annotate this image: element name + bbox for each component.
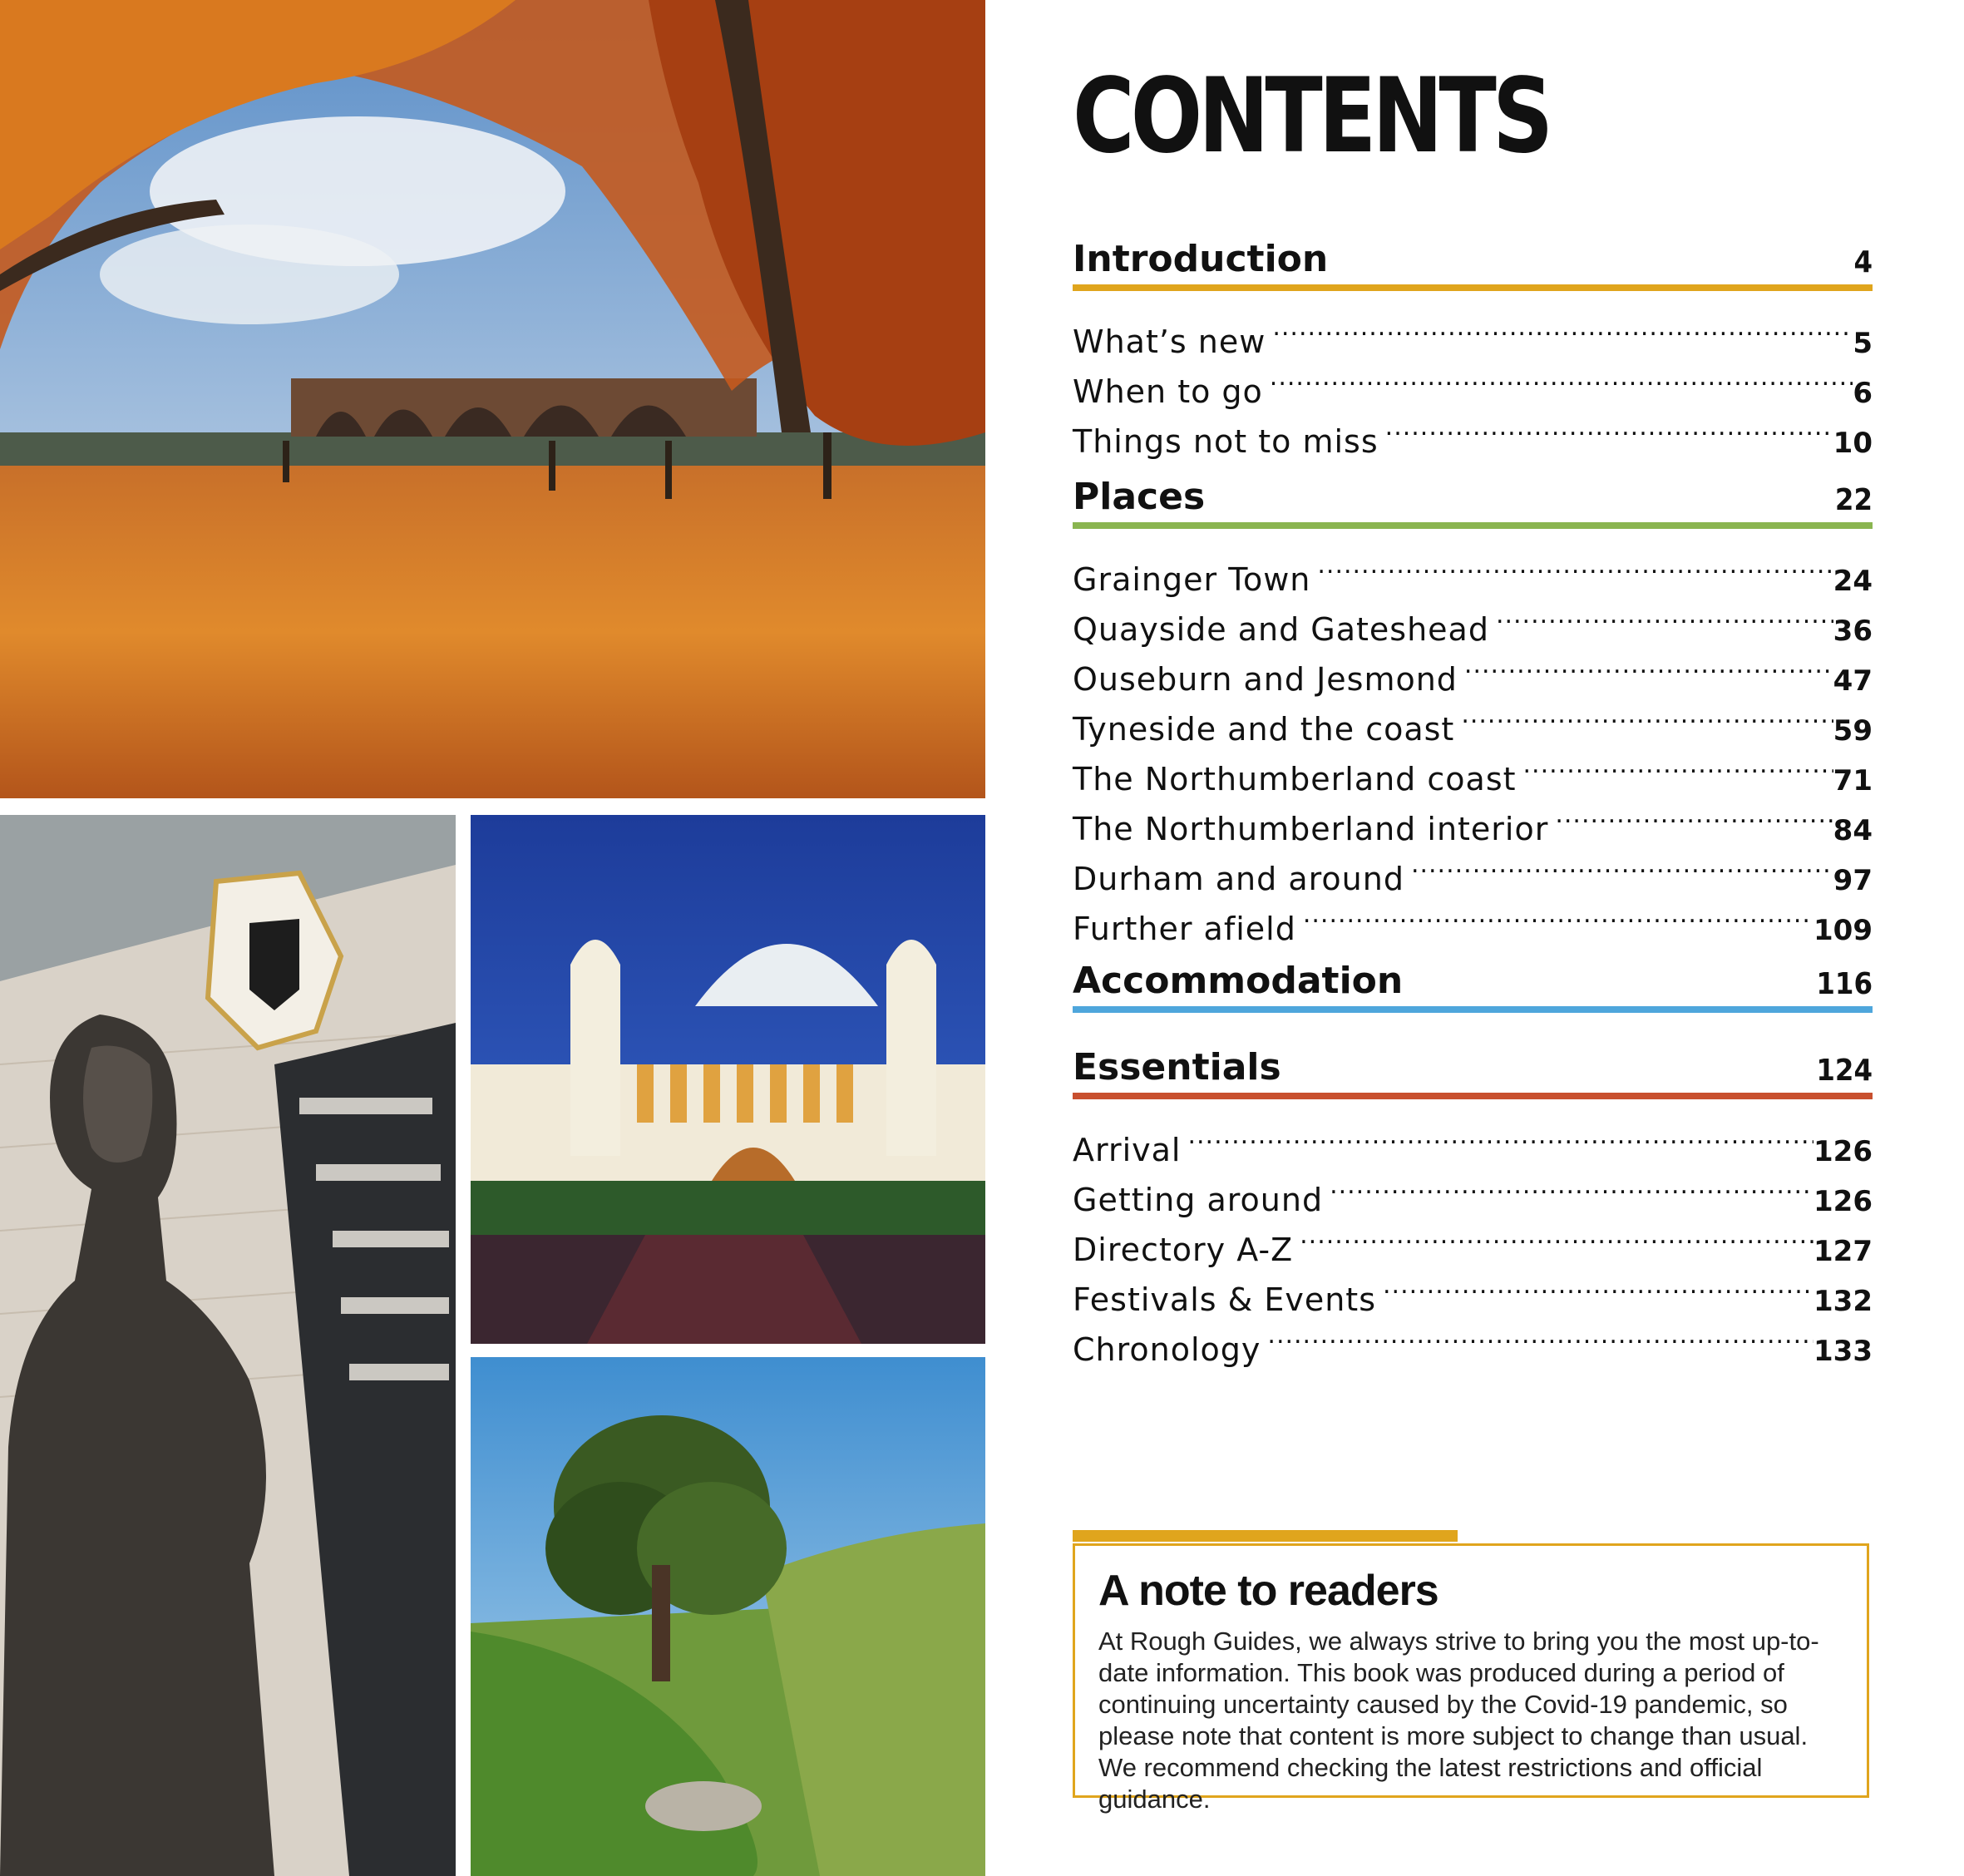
dot-leader xyxy=(1272,303,1853,353)
toc-entry-label: Tyneside and the coast xyxy=(1073,711,1455,748)
toc-entry-label: Getting around xyxy=(1073,1182,1324,1218)
toc-entry-label: Directory A-Z xyxy=(1073,1232,1294,1268)
dot-leader xyxy=(1385,402,1833,452)
section-page-number: 116 xyxy=(1816,967,1873,1001)
toc-entry-label: Quayside and Gateshead xyxy=(1073,611,1489,648)
dot-leader xyxy=(1267,1311,1813,1360)
toc-entry-label: Grainger Town xyxy=(1073,561,1311,598)
toc-entry-label: Arrival xyxy=(1073,1132,1182,1168)
page-title: CONTENTS xyxy=(1073,57,1550,176)
toc-entry-page: 36 xyxy=(1833,615,1873,648)
toc-entry-page: 84 xyxy=(1833,814,1873,847)
dot-leader xyxy=(1383,1261,1813,1311)
section-heading-label: Accommodation xyxy=(1073,960,1404,1002)
toc-section-heading[interactable] xyxy=(1073,1043,1873,1089)
toc-entry-page: 47 xyxy=(1833,664,1873,698)
dot-leader xyxy=(1300,1211,1813,1261)
dot-leader xyxy=(1330,1161,1813,1211)
toc-entry[interactable] xyxy=(1073,303,1873,360)
dot-leader xyxy=(1496,590,1833,640)
toc-section-heading[interactable] xyxy=(1073,956,1873,1000)
toc-entry-page: 109 xyxy=(1813,914,1873,947)
toc-entry-list xyxy=(1073,541,1873,947)
toc-entry-label: Festivals & Events xyxy=(1073,1281,1376,1318)
toc-entry-label: The Northumberland interior xyxy=(1073,811,1549,847)
toc-section-places xyxy=(1073,472,1873,947)
toc-section-accommodation xyxy=(1073,956,1873,1013)
note-title: A note to readers xyxy=(1098,1567,1438,1615)
section-heading-label: Introduction xyxy=(1073,238,1329,280)
toc-entry-label: Further afield xyxy=(1073,911,1296,947)
note-accent-tab xyxy=(1073,1530,1458,1542)
section-page-number: 22 xyxy=(1834,483,1873,517)
toc-entry-page: 5 xyxy=(1853,327,1873,360)
toc-section-essentials xyxy=(1073,1043,1873,1368)
toc-entry-label: Durham and around xyxy=(1073,861,1404,897)
dot-leader xyxy=(1461,690,1833,740)
toc-entry[interactable] xyxy=(1073,1111,1873,1168)
toc-section-heading[interactable] xyxy=(1073,472,1873,516)
toc-entry-page: 59 xyxy=(1833,714,1873,748)
section-page-number: 124 xyxy=(1816,1054,1873,1088)
toc-entry-label: What’s new xyxy=(1073,323,1266,360)
dot-leader xyxy=(1270,353,1853,402)
dot-leader xyxy=(1317,541,1833,590)
toc-entry-page: 71 xyxy=(1833,764,1873,797)
toc-entry[interactable] xyxy=(1073,1161,1873,1218)
dot-leader xyxy=(1411,840,1833,890)
toc-entry-label: Things not to miss xyxy=(1073,423,1379,460)
section-heading-label: Places xyxy=(1073,476,1206,518)
toc-section-heading[interactable] xyxy=(1073,234,1873,278)
toc-entry-label: Ouseburn and Jesmond xyxy=(1073,661,1458,698)
photo-statue-stadium xyxy=(0,815,456,1876)
toc-entry[interactable] xyxy=(1073,541,1873,598)
note-body: At Rough Guides, we always strive to bring you the most up-to-date information. This book was produced during a period of continuing uncertainty caused by the Covid-19 pandemic, so please note that content is more subject to change than usual. We recommend checking the latest restrictions and official guidance. xyxy=(1098,1627,1819,1814)
toc-entry-page: 133 xyxy=(1813,1335,1873,1368)
toc-entry-page: 6 xyxy=(1853,377,1873,410)
photo-autumn-bridge xyxy=(0,0,985,798)
dot-leader xyxy=(1464,640,1833,690)
toc-entry-label: Chronology xyxy=(1073,1331,1261,1368)
photo-domed-building xyxy=(471,815,985,1344)
toc-entry-page: 127 xyxy=(1813,1235,1873,1268)
dot-leader xyxy=(1555,790,1833,840)
toc-entry-list xyxy=(1073,1111,1873,1368)
toc-entry-page: 126 xyxy=(1813,1135,1873,1168)
toc-entry-list xyxy=(1073,303,1873,460)
section-page-number: 4 xyxy=(1853,245,1873,279)
section-heading-label: Essentials xyxy=(1073,1046,1281,1089)
dot-leader xyxy=(1187,1111,1813,1161)
toc-entry-page: 10 xyxy=(1833,427,1873,460)
dot-leader xyxy=(1303,890,1813,940)
toc-entry-page: 97 xyxy=(1833,864,1873,897)
section-color-rule xyxy=(1073,522,1873,529)
section-color-rule xyxy=(1073,1093,1873,1099)
section-color-rule xyxy=(1073,1006,1873,1013)
toc-entry-label: The Northumberland coast xyxy=(1073,761,1517,797)
toc-entry-page: 126 xyxy=(1813,1185,1873,1218)
dot-leader xyxy=(1523,740,1833,790)
note-to-readers-box xyxy=(1073,1543,1869,1814)
toc-entry-page: 24 xyxy=(1833,565,1873,598)
section-color-rule xyxy=(1073,284,1873,291)
toc-entry-label: When to go xyxy=(1073,373,1263,410)
toc-entry-page: 132 xyxy=(1813,1285,1873,1318)
toc-section-introduction xyxy=(1073,234,1873,460)
photo-tree-valley xyxy=(471,1357,985,1876)
